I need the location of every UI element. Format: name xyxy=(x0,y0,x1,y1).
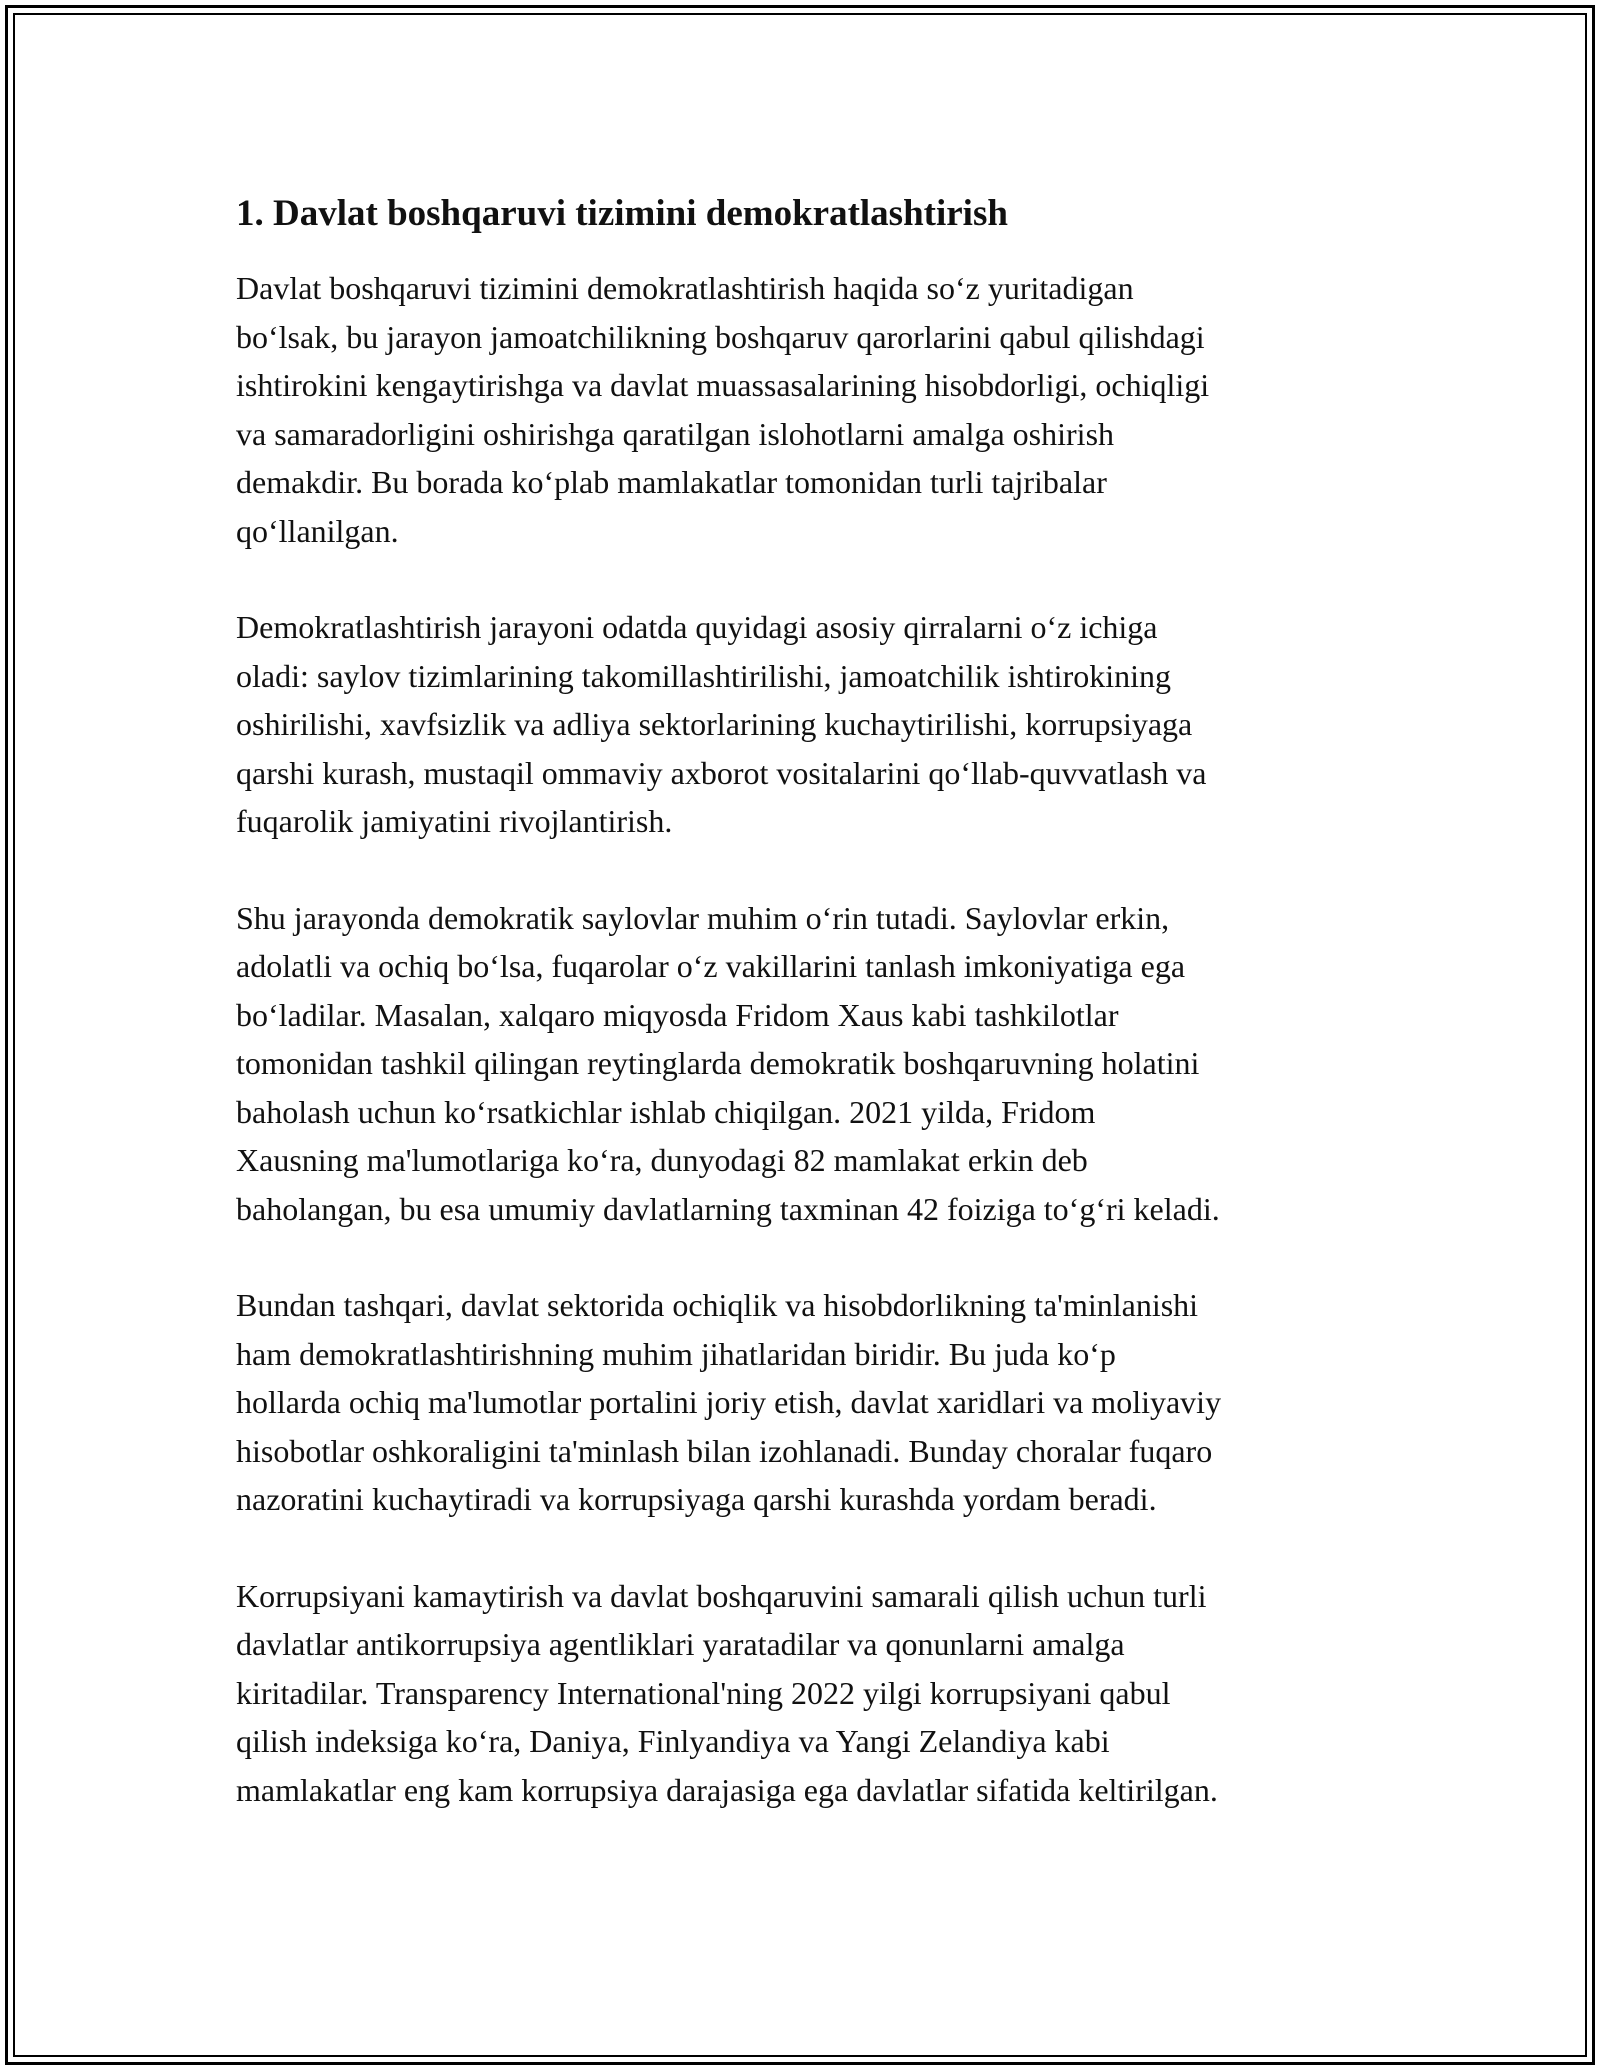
paragraph-line: qarshi kurash, mustaqil ommaviy axborot vositalarini qo‘llab-quvvatlash va xyxy=(236,754,1207,791)
paragraph-line: bo‘ladilar. Masalan, xalqaro miqyosda Fridom Xaus kabi tashkilotlar xyxy=(236,996,1119,1033)
paragraph-line: Bundan tashqari, davlat sektorida ochiqlik va hisobdorlikning ta'minlanishi xyxy=(236,1287,1199,1323)
paragraph-line: va samaradorligini oshirishga qaratilgan islohotlarni amalga oshirish xyxy=(236,415,1115,452)
paragraph-line: Shu jarayonda demokratik saylovlar muhim o‘rin tutadi. Saylovlar erkin, xyxy=(236,899,1170,936)
paragraph-line: qo‘llanilgan. xyxy=(236,512,399,549)
paragraph-line: Davlat boshqaruvi tizimini demokratlashtirish haqida so‘z yuritadigan xyxy=(236,270,1134,306)
paragraph-line: fuqarolik jamiyatini rivojlantirish. xyxy=(236,803,673,839)
paragraph-line: nazoratini kuchaytiradi va korrupsiyaga qarshi kurashda yordam beradi. xyxy=(236,1481,1157,1517)
paragraph-5 xyxy=(236,1572,1376,1815)
document-body xyxy=(236,186,1376,1862)
paragraph-2 xyxy=(236,603,1376,846)
paragraph-line: mamlakatlar eng kam korrupsiya darajasiga ega davlatlar sifatida keltirilgan. xyxy=(236,1771,1218,1808)
paragraph-line: bo‘lsak, bu jarayon jamoatchilikning boshqaruv qarorlarini qabul qilishdagi xyxy=(236,318,1205,355)
paragraph-line: adolatli va ochiq bo‘lsa, fuqarolar o‘z vakillarini tanlash imkoniyatiga ega xyxy=(236,948,1186,984)
paragraph-line: oshirilishi, xavfsizlik va adliya sektorlarining kuchaytirilishi, korrupsiyaga xyxy=(236,706,1193,742)
section-heading: 1. Davlat boshqaruvi tizimini demokratlashtirish xyxy=(236,193,1008,234)
paragraph-line: tomonidan tashkil qilingan reytinglarda demokratik boshqaruvning holatini xyxy=(236,1045,1200,1081)
paragraph-line: kiritadilar. Transparency International'ning 2022 yilgi korrupsiyani qabul xyxy=(236,1674,1171,1711)
paragraph-line: qilish indeksiga ko‘ra, Daniya, Finlyandiya va Yangi Zelandiya kabi xyxy=(236,1723,1110,1759)
paragraph-line: hollarda ochiq ma'lumotlar portalini joriy etish, davlat xaridlari va moliyaviy xyxy=(236,1384,1222,1420)
paragraph-line: Demokratlashtirish jarayoni odatda quyidagi asosiy qirralarni o‘z ichiga xyxy=(236,609,1158,645)
paragraph-line: oladi: saylov tizimlarining takomillashtirilishi, jamoatchilik ishtirokining xyxy=(236,657,1171,694)
paragraph-line: demakdir. Bu borada ko‘plab mamlakatlar tomonidan turli tajribalar xyxy=(236,464,1107,500)
paragraph-1 xyxy=(236,264,1376,555)
paragraph-line: ham demokratlashtirishning muhim jihatlaridan biridir. Bu juda ko‘p xyxy=(236,1335,1116,1372)
paragraph-line: hisobotlar oshkoraligini ta'minlash bilan izohlanadi. Bunday choralar fuqaro xyxy=(236,1432,1213,1469)
paragraph-line: Xausning ma'lumotlariga ko‘ra, dunyodagi 82 mamlakat erkin deb xyxy=(236,1142,1088,1178)
paragraph-line: ishtirokini kengaytirishga va davlat muassasalarining hisobdorligi, ochiqligi xyxy=(236,367,1210,403)
paragraph-4 xyxy=(236,1281,1376,1524)
paragraph-line: baholangan, bu esa umumiy davlatlarning taxminan 42 foiziga to‘g‘ri keladi. xyxy=(236,1190,1220,1227)
paragraph-line: davlatlar antikorrupsiya agentliklari yaratadilar va qonunlarni amalga xyxy=(236,1626,1125,1662)
paragraph-line: Korrupsiyani kamaytirish va davlat boshqaruvini samarali qilish uchun turli xyxy=(236,1577,1207,1614)
paragraph-line: baholash uchun ko‘rsatkichlar ishlab chiqilgan. 2021 yilda, Fridom xyxy=(236,1093,1096,1130)
paragraph-3 xyxy=(236,894,1376,1234)
